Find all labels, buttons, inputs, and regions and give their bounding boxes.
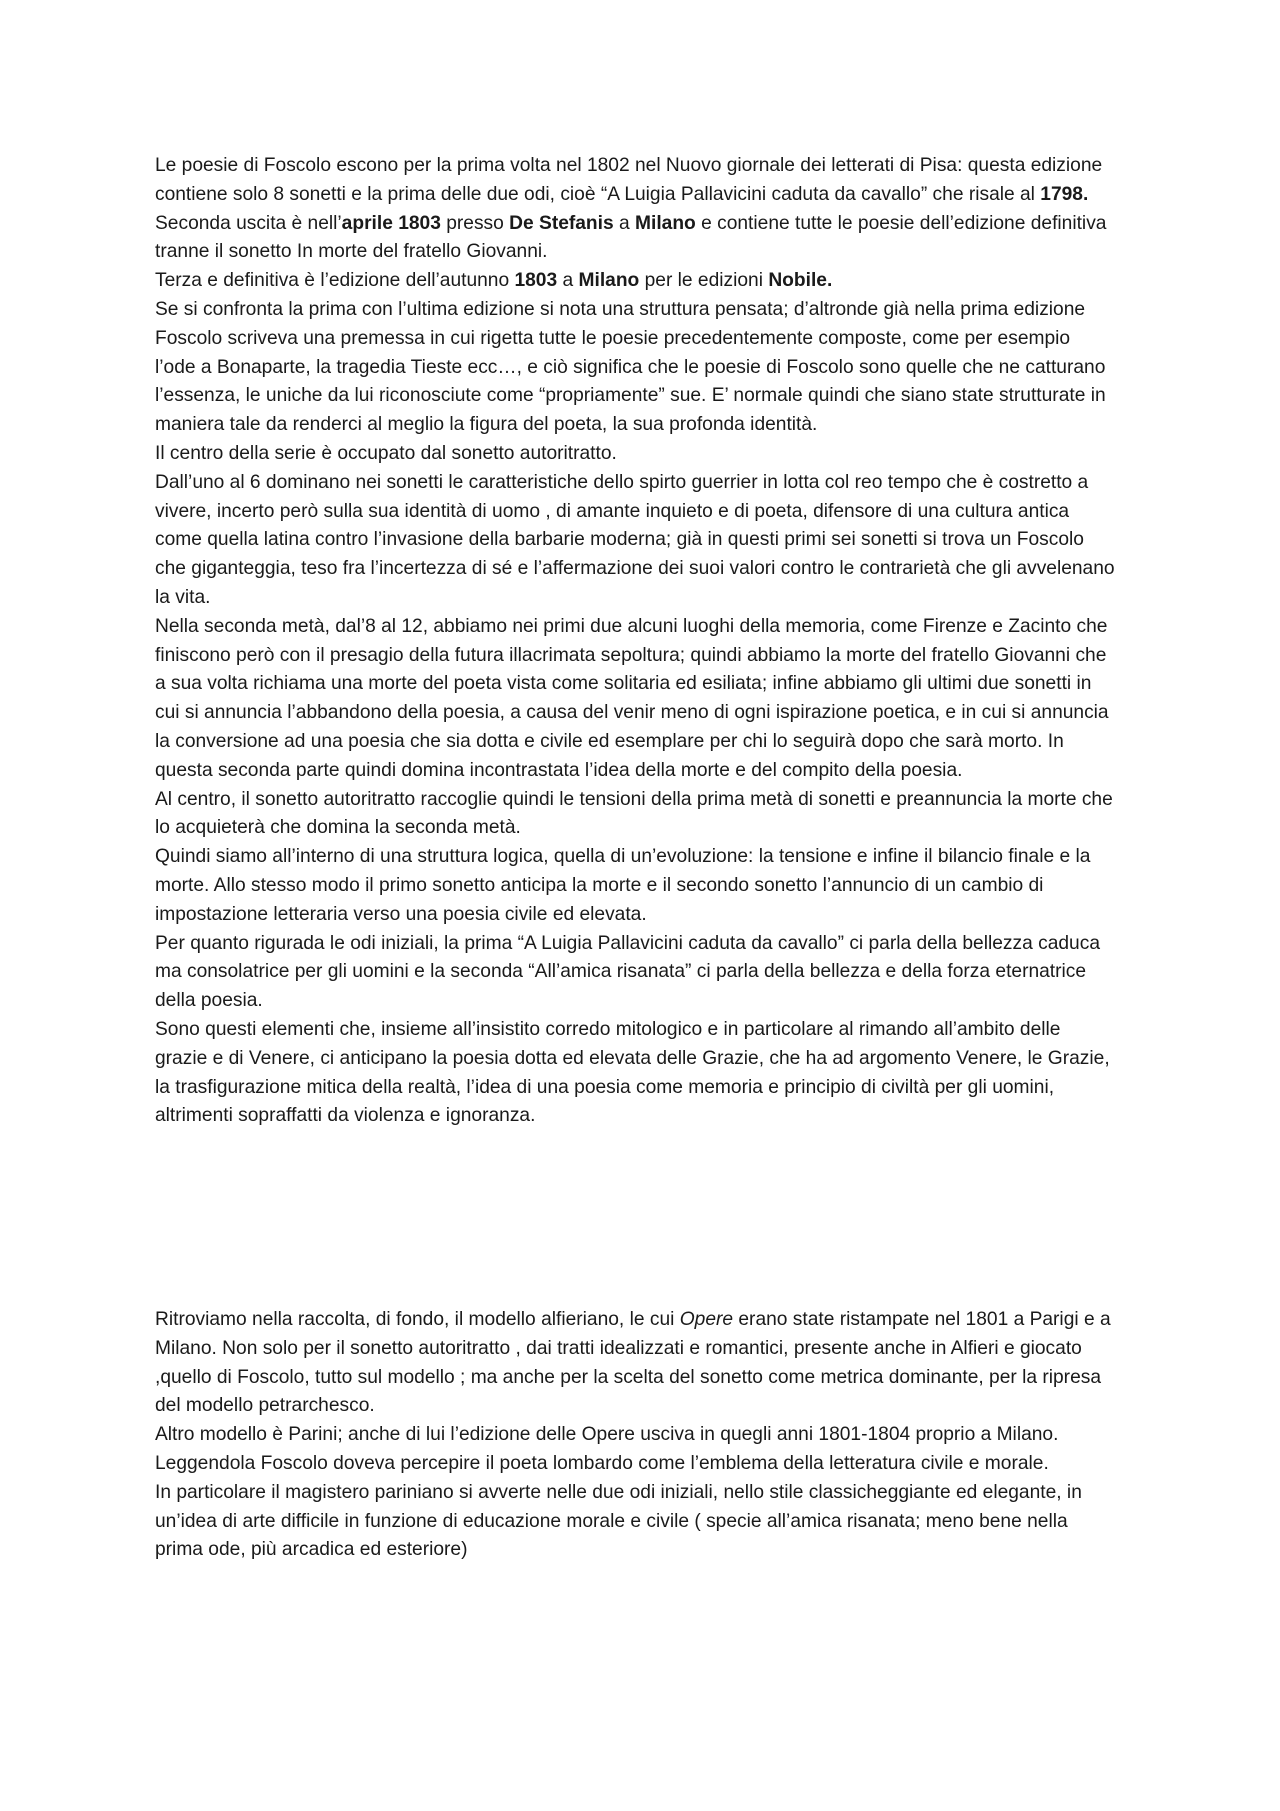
text-run: Dall’uno al 6 dominano nei sonetti le caratteristiche dello spirto guerrier in lotta col reo tempo che è costretto a vivere, incerto però sulla sua identità di uomo , di amante inquieto e di poeta, difensore di una cultura antica come quella latina contro l’invasione della barbarie moderna; già in questi primi sei sonetti si trova un Foscolo che giganteggia, teso fra l’incertezza di sé e l’affermazione dei suoi valori contro le contrarietà che gli avvelenano la vita. — [155, 471, 1115, 608]
text-run: per le edizioni — [639, 270, 769, 292]
paragraph — [155, 1016, 1115, 1131]
text-run: Seconda uscita è nell’ — [155, 212, 342, 234]
text-run: Se si confronta la prima con l’ultima edizione si nota una struttura pensata; d’altronde già nella prima edizione Foscolo scriveva una premessa in cui rigetta tutte le poesie precedentemente composte, come per esempio l’ode a Bonaparte, la tragedia Tieste ecc…, e ciò significa che le poesie di Foscolo sono quelle che ne catturano l’essenza, le uniche da lui riconosciute come “propriamente” sue. E’ normale quindi che siano state strutturate in maniera tale da renderci al meglio la figura del poeta, la sua profonda identità. — [155, 298, 1106, 436]
bold-text: Milano — [635, 212, 696, 234]
bold-text: Nobile. — [768, 270, 833, 292]
bold-text: aprile 1803 — [341, 212, 441, 234]
paragraph — [155, 1479, 1115, 1565]
text-run: a — [613, 212, 636, 234]
paragraph — [155, 210, 1115, 268]
text-run: Le poesie di Foscolo escono per la prima volta nel 1802 nel Nuovo giornale dei letterati di Pisa: questa edizione contiene solo 8 sonetti e la prima delle due odi, cioè “A Luigia Pallavicini caduta da cavallo” che risale al — [155, 155, 1103, 205]
paragraph — [155, 1306, 1115, 1421]
text-run: Per quanto rigurada le odi iniziali, la prima “A Luigia Pallavicini caduta da cavallo” ci parla della bellezza caduca ma consolatrice per gli uomini e la seconda “All’amica risanata” ci parla della bellezza e della forza eternatrice della poesia. — [155, 932, 1100, 1012]
paragraph — [155, 1421, 1115, 1479]
text-run: Altro modello è Parini; anche di lui l’edizione delle Opere usciva in quegli anni 1801-1804 proprio a Milano. Leggendola Foscolo doveva percepire il poeta lombardo come l’emblema della letteratura civile e morale. — [155, 1424, 1059, 1474]
text-run: Quindi siamo all’interno di una struttura logica, quella di un’evoluzione: la tensione e infine il bilancio finale e la morte. Allo stesso modo il primo sonetto anticipa la morte e il secondo sonetto l’annuncio di un cambio di impostazione letteraria verso una poesia civile ed elevata. — [155, 846, 1091, 925]
bold-text: 1803 — [514, 270, 558, 292]
paragraph — [155, 469, 1115, 613]
paragraph — [155, 152, 1115, 210]
paragraph — [155, 843, 1115, 929]
text-run: presso — [440, 212, 510, 234]
paragraph — [155, 296, 1115, 440]
bold-text: 1798. — [1040, 183, 1089, 205]
bold-text: De Stefanis — [509, 212, 614, 234]
paragraph — [155, 267, 1115, 296]
text-run: e contiene tutte le poesie dell’edizione definitiva tranne il sonetto In morte del fratello Giovanni. — [155, 212, 1107, 263]
text-run: Il centro della serie è occupato dal sonetto autoritratto. — [155, 442, 617, 464]
paragraph — [155, 786, 1115, 844]
bold-text: Milano — [578, 270, 640, 292]
text-run: Sono questi elementi che, insieme all’insistito corredo mitologico e in particolare al rimando all’ambito delle grazie e di Venere, ci anticipano la poesia dotta ed elevata delle Grazie, che ha ad argomento Venere, le Grazie, la trasfigurazione mitica della realtà, l’idea di una poesia come memoria e principio di civiltà per gli uomini, altrimenti sopraffatti da violenza e ignoranza. — [155, 1018, 1110, 1127]
text-run: Ritroviamo nella raccolta, di fondo, il modello alfieriano, le cui — [155, 1309, 680, 1330]
text-run: In particolare il magistero pariniano si avverte nelle due odi iniziali, nello stile classicheggiante ed elegante, in un’idea di arte difficile in funzione di educazione morale e civile ( specie all’amica risanata; meno bene nella prima ode, più arcadica ed esteriore) — [155, 1481, 1082, 1561]
text-run: Terza e definitiva è l’edizione dell’autunno — [155, 270, 515, 292]
paragraph — [155, 930, 1115, 1016]
paragraph — [155, 440, 1115, 469]
document-section-models — [155, 1306, 1115, 1565]
text-run: Nella seconda metà, dal’8 al 12, abbiamo nei primi due alcuni luoghi della memoria, come Firenze e Zacinto che finiscono però con il presagio della futura illacrimata sepoltura; quindi abbiamo la morte del fratello Giovanni che a sua volta richiama una morte del poeta vista come solitaria ed esiliata; infine abbiamo gli ultimi due sonetti in cui si annuncia l’abbandono della poesia, a causa del venir meno di ogni ispirazione poetica, e in cui si annuncia la conversione ad una poesia che sia dotta e civile ed esemplare per chi lo seguirà dopo che sarà morto. In questa seconda parte quindi domina incontrastata l’idea della morte e del compito della poesia. — [155, 615, 1109, 781]
document-section-editions — [155, 152, 1115, 1131]
text-run: Al centro, il sonetto autoritratto raccoglie quindi le tensioni della prima metà di sonetti e preannuncia la morte che lo acquieterà che domina la seconda metà. — [155, 788, 1113, 839]
text-run: erano state ristampate nel 1801 a Parigi e a Milano. Non solo per il sonetto autoritratto , dai tratti idealizzati e romantici, presente anche in Alfieri e giocato ,quello di Foscolo, tutto sul modello ; ma anche per la scelta del sonetto come metrica dominante, per la ripresa del modello petrarchesco. — [155, 1309, 1111, 1417]
italic-text: Opere — [679, 1309, 734, 1330]
text-run: a — [557, 270, 579, 292]
paragraph — [155, 613, 1115, 786]
